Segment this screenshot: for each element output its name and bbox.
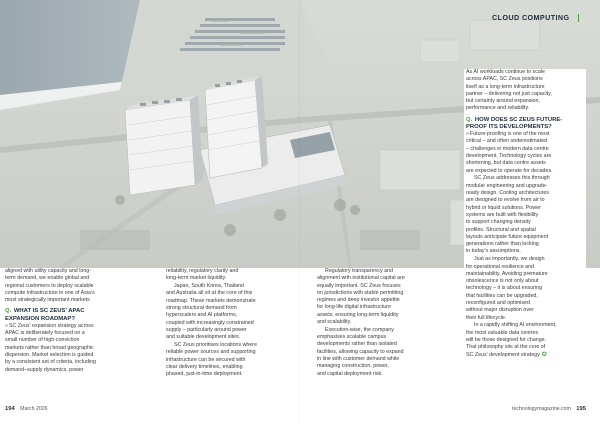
page-number-left: 194 (5, 406, 15, 412)
answer-marker: » (5, 322, 8, 329)
paragraph: aligned with utility capacity and long- term demand, we enable global and regional customers to deploy scalable compute infrastructure in one of Asia's most strategically important markets (5, 268, 95, 304)
paragraph: SC Zeus addresses this through modular engineering and upgrade- ready design. Cooling architectures are designed to evolve from air to hybrid or liquid solutions. Power systems are built with flexibility to support changing density profiles. Structural and spatial layouts anticipate future equipment generations rather than locking in today's assumptions. (466, 175, 550, 255)
paragraph: Just as importantly, we design for operational resilience and maintainability. Avoiding premature obsolescence is not only about technology – it is about ensuring that facilities can be upgraded, reconfigured and optimised without major disruption over their full lifecycle. (466, 256, 548, 321)
answer-paragraph (5, 323, 130, 374)
article-column-4 (464, 69, 586, 409)
footer-right (512, 406, 586, 412)
section-title: CLOUD COMPUTING (492, 13, 570, 22)
paragraph: Execution-wise, the company emphasises scalable campus developments rather than isolated facilities, allowing capacity to expand in line with customer demand while managing construction, power, and capital deployment risk. (317, 326, 404, 377)
article-column-1 (5, 268, 130, 398)
paragraph (466, 322, 586, 358)
paragraph: Regulatory transparency and alignment with institutional capital are equally important. SC Zeus focuses on jurisdictions with stable permitting regimes and deep investor appetite for long-life digital infrastructure assets, ensuring long-term liquidity and scalability. (317, 268, 405, 326)
question-text: HOW DOES SC ZEUS FUTURE- PROOF ITS DEVELOPMENTS? (466, 116, 563, 130)
question-text: WHAT IS SC ZEUS' APAC EXPANSION ROADMAP? (5, 308, 85, 322)
answer-text: Future-proofing is one of the most critical – and often underestimated – challenges in modern data centre development. Technology cycles are shortening, but data centre assets are expected to operate for decades. (466, 131, 553, 174)
answer-marker: » (466, 131, 469, 138)
question-heading (466, 117, 586, 131)
question-marker: Q. (466, 116, 473, 123)
question-marker: Q. (5, 308, 12, 315)
page-gutter (299, 0, 300, 424)
answer-paragraph (466, 131, 586, 175)
paragraph: Japan, South Korea, Thailand and Australia all sit at the core of this roadmap. These markets demonstrate strong structural demand from hyperscalers and AI platforms, coupled with increasingly constrained supply – particularly around power and suitable development sites. (166, 283, 256, 341)
article-column-2 (166, 268, 291, 398)
footer-left (5, 406, 48, 412)
question-heading (5, 308, 130, 322)
section-accent-rule (578, 14, 579, 22)
paragraph: As AI workloads continue to scale across APAC, SC Zeus positions itself as a long-term infrastructure partner – delivering not just capacity, but certainty around expansion, performance and reliability. (466, 69, 552, 112)
article-column-3 (317, 268, 442, 398)
issue-date: March 2026 (20, 406, 48, 412)
site-url: technologymagazine.com (512, 406, 571, 412)
answer-text: SC Zeus' expansion strategy across APAC is deliberately focused on a small number of high-conviction markets rather than broad geographic dispersion. Market selection is guided by a consistent set of criteria, including demand–supply dynamics, power (5, 322, 96, 373)
paragraph: SC Zeus prioritises locations where reliable power sources and supporting infrastructure can be secured with clear delivery timelines, enabling phased, just-in-time deployment. (166, 341, 258, 378)
page-number-right: 195 (576, 406, 586, 412)
paragraph: reliability, regulatory clarity and long-term market liquidity. (166, 268, 239, 282)
end-of-article-icon: ✪ (541, 351, 547, 358)
closing-text: In a rapidly shifting AI environment, the most valuable data centres will be those designed for change. That philosophy sits at the core of SC Zeus' development strategy (466, 322, 557, 358)
